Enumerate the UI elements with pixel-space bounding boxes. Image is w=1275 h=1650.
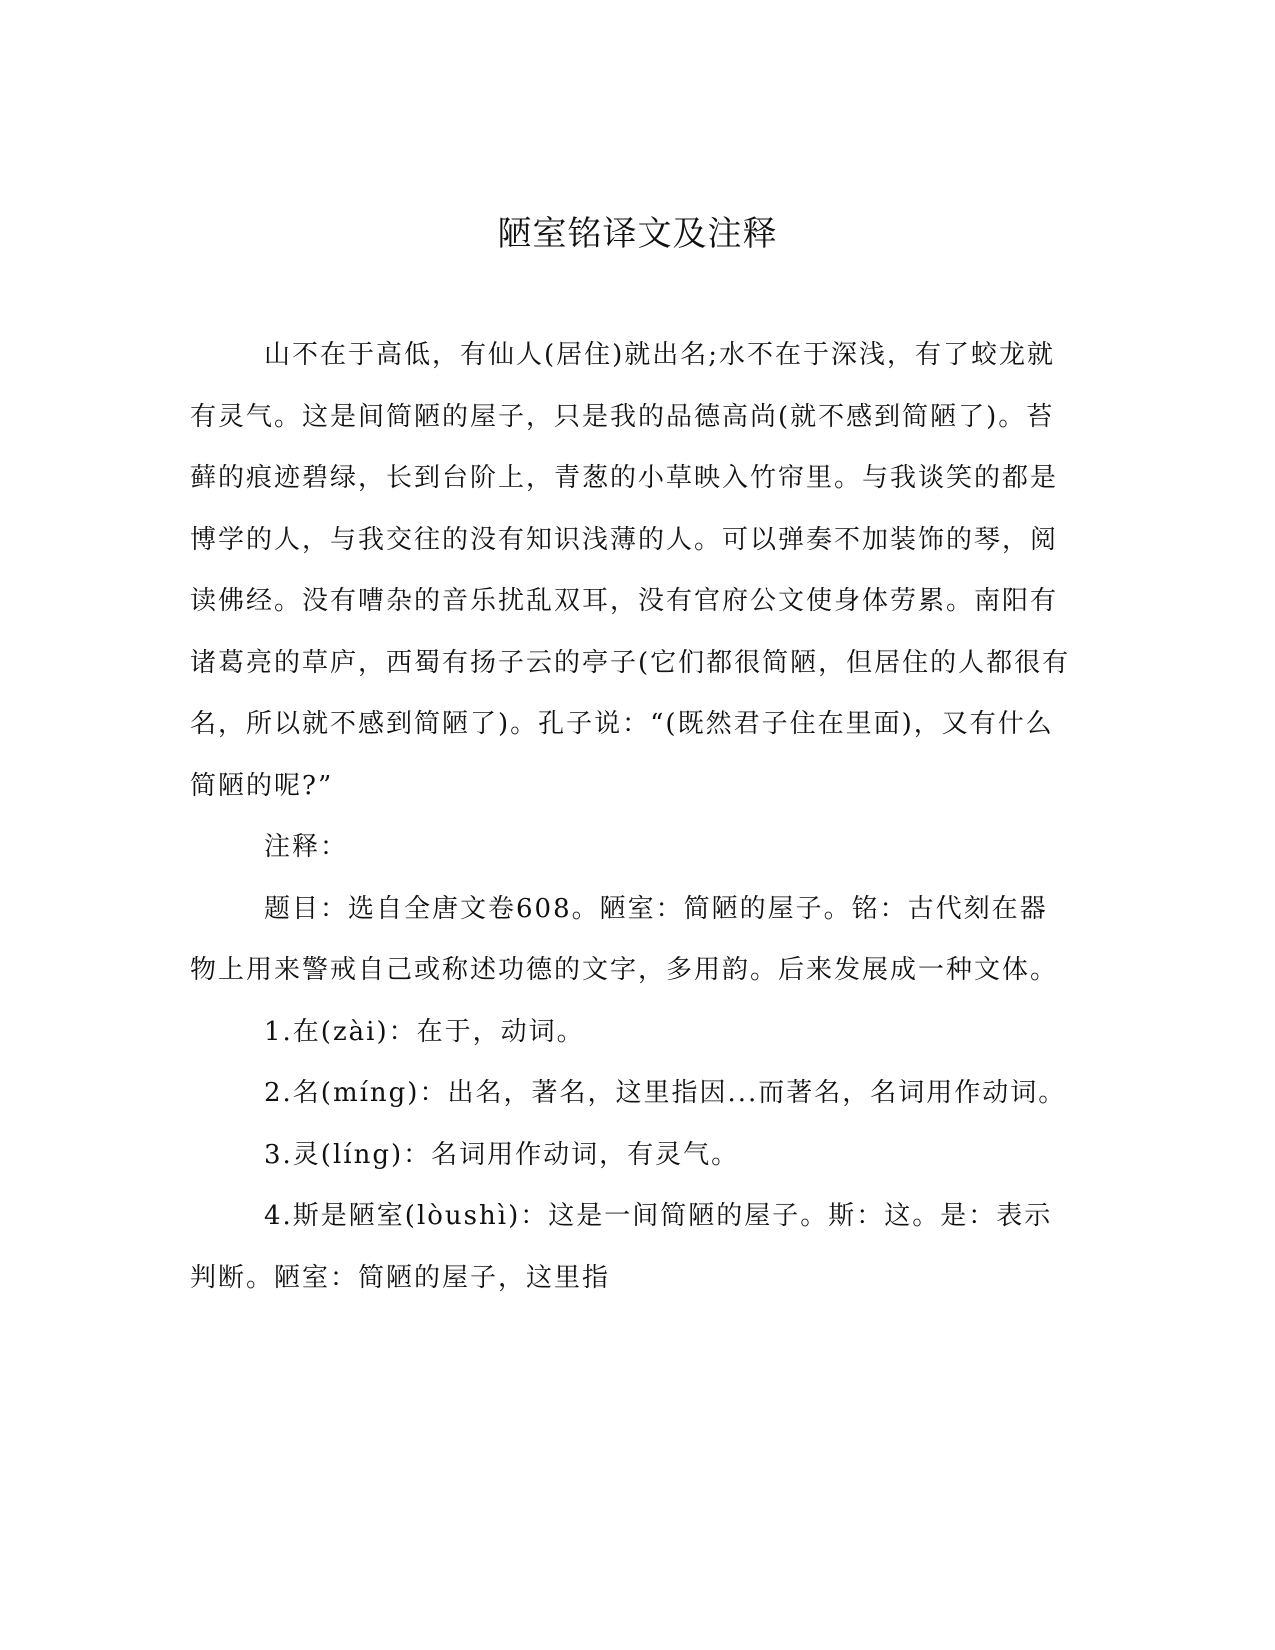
note-item-3: 3.灵(líng)：名词用作动词，有灵气。	[264, 1139, 740, 1170]
document-title: 陋室铭译文及注释	[497, 214, 778, 254]
document-body	[190, 325, 1075, 1309]
note-item-4: 4.斯是陋室(lòushì)：这是一间简陋的屋子。斯：这。是：表示判断。陋室：简陋的屋子，这里指	[190, 1201, 1053, 1293]
translation-paragraph: 山不在于高低，有仙人(居住)就出名;水不在于深浅，有了蛟龙就有灵气。这是间简陋的屋子，只是我的品德高尚(就不感到简陋了)。苔藓的痕迹碧绿，长到台阶上，青葱的小草映入竹帘里。与我谈笑的都是博学的人，与我交往的没有知识浅薄的人。可以弹奏不加装饰的琴，阅读佛经。没有嘈杂的音乐扰乱双耳，没有官府公文使身体劳累。南阳有诸葛亮的草庐，西蜀有扬子云的亭子(它们都很简陋，但居住的人都很有名，所以就不感到简陋了)。孔子说：“(既然君子住在里面)，又有什么简陋的呢?”	[190, 340, 1071, 801]
note-title: 题目：选自全唐文卷608。陋室：简陋的屋子。铭：古代刻在器物上用来警戒自己或称述功德的文字，多用韵。后来发展成一种文体。	[190, 893, 1059, 985]
notes-heading: 注释：	[264, 832, 349, 862]
note-item-2: 2.名(míng)：出名，著名，这里指因...而著名，名词用作动词。	[264, 1078, 1067, 1108]
note-item-1: 1.在(zài)：在于，动词。	[264, 1016, 585, 1047]
